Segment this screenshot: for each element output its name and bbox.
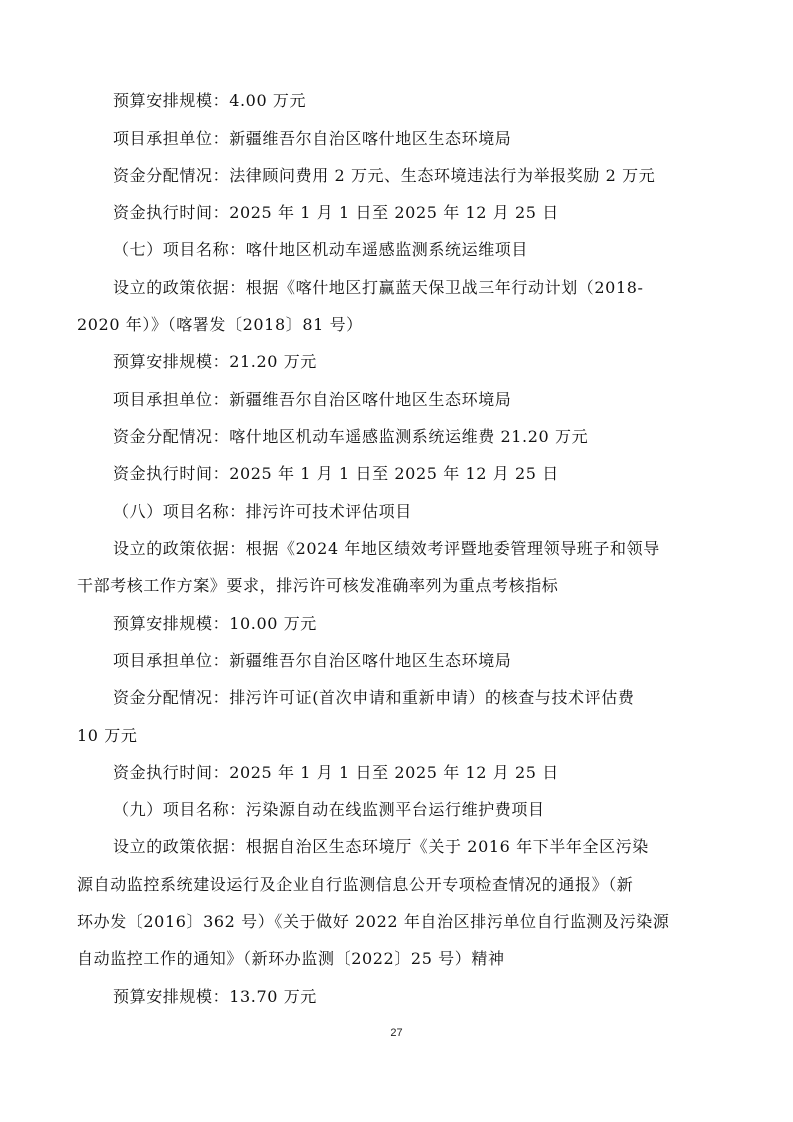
text-line: 资金分配情况：排污许可证(首次申请和重新申请）的核查与技术评估费 [113,688,635,707]
section-heading: （八）项目名称：排污许可技术评估项目 [113,502,412,521]
text-line: 预算安排规模：4.00 万元 [113,91,307,110]
text-line: 干部考核工作方案》要求，排污许可核发准确率列为重点考核指标 [77,576,559,595]
text-line: 预算安排规模：21.20 万元 [113,352,317,371]
page-number: 27 [390,1027,403,1039]
text-line: 项目承担单位：新疆维吾尔自治区喀什地区生态环境局 [113,651,512,670]
text-line: 源自动监控系统建设运行及企业自行监测信息公开专项检查情况的通报》（新 [77,875,634,894]
section-heading: （九）项目名称：污染源自动在线监测平台运行维护费项目 [113,800,545,819]
section-heading: （七）项目名称：喀什地区机动车遥感监测系统运维项目 [113,240,529,259]
text-line: 资金分配情况：法律顾问费用 2 万元、生态环境违法行为举报奖励 2 万元 [113,166,656,185]
text-line: 预算安排规模：13.70 万元 [113,987,317,1006]
text-line: 10 万元 [77,726,138,745]
text-line: 设立的政策依据：根据自治区生态环境厅《关于 2016 年下半年全区污染 [113,837,649,856]
text-line: 项目承担单位：新疆维吾尔自治区喀什地区生态环境局 [113,390,512,409]
text-line: 资金执行时间：2025 年 1 月 1 日至 2025 年 12 月 25 日 [113,203,559,222]
text-line: 资金执行时间：2025 年 1 月 1 日至 2025 年 12 月 25 日 [113,464,559,483]
text-line: 项目承担单位：新疆维吾尔自治区喀什地区生态环境局 [113,129,512,148]
text-line: 预算安排规模：10.00 万元 [113,614,317,633]
text-line: 自动监控工作的通知》（新环办监测〔2022〕25 号）精神 [77,949,505,968]
text-line: 设立的政策依据：根据《2024 年地区绩效考评暨地委管理领导班子和领导 [113,539,660,558]
text-line: 环办发〔2016〕362 号）《关于做好 2022 年自治区排污单位自行监测及污染源 [77,912,670,931]
text-line: 2020 年）》（喀署发〔2018〕81 号） [77,315,363,334]
text-line: 设立的政策依据：根据《喀什地区打赢蓝天保卫战三年行动计划（2018- [113,278,644,297]
text-line: 资金分配情况：喀什地区机动车遥感监测系统运维费 21.20 万元 [113,427,589,446]
text-line: 资金执行时间：2025 年 1 月 1 日至 2025 年 12 月 25 日 [113,763,559,782]
